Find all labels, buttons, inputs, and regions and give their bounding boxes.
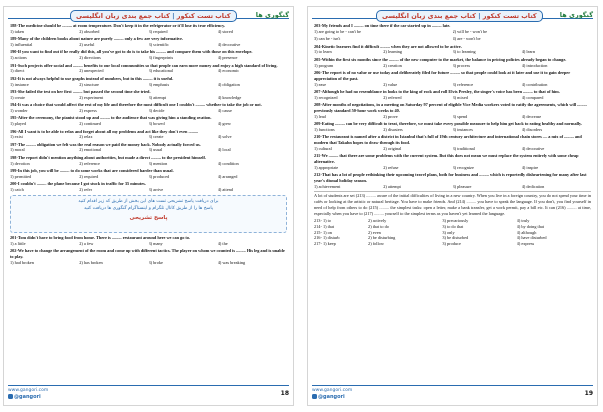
- answer-option[interactable]: 1) lead: [314, 113, 326, 119]
- answer-option[interactable]: 1) devotion: [10, 160, 30, 166]
- answer-option[interactable]: 3) required: [148, 28, 168, 34]
- answer-option[interactable]: 1) played: [10, 121, 27, 127]
- answer-option[interactable]: 4) knowledge: [217, 94, 242, 100]
- question-text: 188-The medicine should be ......... at room temperature. Don't keep it in the refrigerator or it'll lose its true efficiency.: [10, 23, 226, 28]
- answer-option[interactable]: 4) attend: [217, 187, 233, 193]
- cloze-option[interactable]: 214- 1) that: [314, 223, 335, 229]
- left-page: [3, 6, 294, 406]
- answer-option[interactable]: 3) can be - isn't: [314, 36, 341, 42]
- answer-option[interactable]: 1) permitted: [10, 173, 32, 179]
- answer-option[interactable]: 2) useful: [79, 41, 95, 47]
- question-text: 190-If you want to find out if he really did this, all you've got to do is to take his ......... and compare them with those on this envelope.: [10, 49, 253, 55]
- footer-handle[interactable]: [8, 394, 41, 400]
- answer-option[interactable]: 3) mixed: [452, 94, 468, 100]
- question-text: 205-Within the first six months since the ......... of the new computer to the market, the balance in pricing policies already began to change.: [314, 56, 567, 62]
- cloze-option[interactable]: 4) have disturbed: [516, 235, 547, 241]
- cloze-option[interactable]: 4) by doing that: [516, 223, 545, 229]
- answer-option[interactable]: 4) grew: [217, 121, 231, 127]
- answer-option[interactable]: 4) compared: [521, 94, 544, 100]
- answer-options: [314, 29, 591, 35]
- answer-option[interactable]: 4) disorders: [521, 126, 543, 132]
- question-text: 204-Kinetic learners find it difficult ......... when they are not allowed to be active.: [314, 43, 462, 49]
- instagram-icon: [8, 394, 13, 399]
- page-number: 18: [280, 390, 289, 397]
- answer-option[interactable]: 2) directions: [79, 55, 101, 61]
- answer-option[interactable]: 3) scientific: [148, 41, 169, 47]
- page-footer: [312, 385, 593, 402]
- answer-option[interactable]: 2) has broken: [79, 259, 103, 265]
- answer-option[interactable]: 2) a few: [79, 240, 94, 246]
- answer-option[interactable]: 4) solve: [217, 134, 232, 140]
- answer-option[interactable]: 3) pleasure: [452, 183, 472, 189]
- answer-option[interactable]: 1) program: [314, 62, 334, 68]
- answer-options: [10, 29, 287, 35]
- answer-option[interactable]: 1) moral: [10, 147, 25, 153]
- question-text: 202-We have to change the arrangement of the room and come up with different tactics. The player on whom we counted is ......... His leg and is unable to play.: [10, 248, 285, 259]
- answer-options: [10, 174, 287, 180]
- answer-option[interactable]: 1) recognized: [314, 94, 338, 100]
- answer-option[interactable]: 3) produced: [148, 173, 170, 179]
- answer-option[interactable]: 2) disasters: [383, 126, 403, 132]
- answer-options: [10, 68, 287, 74]
- cloze-option[interactable]: 2) be disturbing: [368, 235, 396, 241]
- answer-options: [10, 95, 287, 101]
- answer-option[interactable]: 2) required: [79, 173, 99, 179]
- cloze-options: [314, 241, 591, 247]
- question-text: 206-The report is of no value or use today and deliberately filed for future ......... so that people could look at it later and use it to gain deeper appreciation of the past.: [314, 69, 571, 81]
- answer-options: [10, 260, 287, 266]
- cloze-option[interactable]: 2) that to do: [368, 223, 389, 229]
- answer-option[interactable]: 1) had broken: [10, 259, 34, 265]
- answer-option[interactable]: 2) refuse: [383, 164, 399, 170]
- footer-handle[interactable]: [312, 394, 345, 400]
- answer-option[interactable]: 4) decorative: [217, 41, 241, 47]
- answer-options: [10, 161, 287, 167]
- answer-option[interactable]: 2) referred: [383, 94, 402, 100]
- header-title-right: کتاب تست کنکور: [176, 12, 231, 20]
- answer-option[interactable]: 3) create: [148, 134, 164, 140]
- answer-option[interactable]: 1) wonder: [10, 107, 28, 113]
- question-text: 209-Eating ......... can be very difficult to treat, therefore, we must take every possible measure to help him get back to eating healthy and normally.: [314, 121, 582, 127]
- answer-option[interactable]: 4) are - won't be: [452, 36, 481, 42]
- answer-option[interactable]: 1) exist: [10, 134, 23, 140]
- answer-options: [314, 165, 591, 171]
- answer-option[interactable]: 4) learn: [521, 49, 535, 55]
- header-title-right: کتاب تست کنکور: [482, 12, 537, 20]
- answer-option[interactable]: 1) catch: [10, 187, 24, 193]
- answer-option[interactable]: 3) attempt: [148, 94, 167, 100]
- answer-option[interactable]: 3) bowed: [148, 121, 165, 127]
- answer-option[interactable]: 2) continued: [79, 121, 101, 127]
- footer-website[interactable]: www.gangori.com: [312, 388, 353, 393]
- answer-option[interactable]: 1) create: [10, 94, 25, 100]
- answer-options: [314, 184, 591, 190]
- banner-title: پاسخ تشریحی: [129, 214, 168, 221]
- answer-option[interactable]: 4) obligation: [217, 81, 240, 87]
- answer-option[interactable]: 3) emphasis: [148, 81, 170, 87]
- answer-option[interactable]: 4) inspire: [521, 164, 539, 170]
- answer-option[interactable]: 3) traditional: [452, 145, 475, 151]
- question-text: 189-Many of the children books about nature are purely ......... only a few are very informative.: [10, 36, 184, 42]
- question-text: 210-The restaurant is named after a district in Istanbul that's full of 19th century architecture and international chain stores — a mix of ......... and modern that Takahn hopes to draw through its food.: [314, 134, 582, 146]
- question-text: 212-That has a lot of people rethinking their upcoming travel plans, both for business and ......... which is reportedly disheartening for many after last year's dismal holiday season.: [314, 172, 587, 184]
- question-text: 207-Although he had no resemblance in looks to the king of rock and roll Elvis Presley, the singer's voice has been ......... to that of him.: [314, 88, 560, 94]
- header-tag: گنگوری ها: [559, 11, 593, 19]
- question-text: 198-The report didn't mention anything about authorities, but made a direct ......... to the president himself.: [10, 154, 206, 160]
- header-title: [70, 10, 237, 22]
- answer-option[interactable]: 1) cultural: [314, 145, 332, 151]
- instagram-icon: [312, 394, 317, 399]
- answer-option[interactable]: 1) a little: [10, 240, 26, 246]
- cloze-option[interactable]: 3) produce: [442, 241, 461, 247]
- cloze-option[interactable]: 3) be disturbed: [442, 235, 469, 241]
- header-separator: |: [169, 12, 175, 20]
- answer-option[interactable]: 1) achievement: [314, 183, 341, 189]
- answer-option[interactable]: 4) decorative: [521, 145, 545, 151]
- right-page: [307, 6, 598, 406]
- answer-options: [10, 55, 287, 61]
- answer-options: [314, 36, 591, 42]
- answer-options: [314, 146, 591, 152]
- header-tag: گنگوری ها: [255, 11, 289, 19]
- answer-option[interactable]: 4) condition: [217, 160, 239, 166]
- right-content: [314, 23, 591, 383]
- answer-key-banner[interactable]: [10, 195, 287, 233]
- cloze-option[interactable]: 4) although: [516, 229, 537, 235]
- answer-option[interactable]: 3) reference: [452, 81, 474, 87]
- answer-option[interactable]: 2) experiment: [79, 94, 104, 100]
- answer-option[interactable]: 4) introduction: [521, 62, 548, 68]
- answer-option[interactable]: 4) dedication: [521, 183, 545, 189]
- answer-option[interactable]: 3) process: [452, 62, 471, 68]
- banner-line: برای دریافت پاسخ تشریحی تست های این بخش از طریق کد زیر اقدام کنید: [78, 198, 219, 204]
- divider: [314, 191, 591, 192]
- question-text: 199-In this job, you will be ......... to do some works that are considered harder than usual.: [10, 168, 174, 174]
- cloze-passage: A lot of students are set (213) ......... aware of the initial difficulties of living in a new country. When you live in a foreign country, you do not spend your time in cafés or looking at the artistic or natural heritage. You have to make friends. And (214) ......... you have to speak the language. If you don't, you find yourself in need of help from others to do (215) ......... the simplest tasks: open a letter, make a bank transfer, get a work permit, pay a bill etc. It can (216) ......... at time, especially when you have to (217) ......... yourself to the simplest terms as you haven't yet learned the language.: [314, 193, 591, 216]
- answer-option[interactable]: 4) was breaking: [217, 259, 246, 265]
- answer-option[interactable]: 4) contribution: [521, 81, 548, 87]
- answer-option[interactable]: 1) appropriate: [314, 164, 339, 170]
- cloze-option[interactable]: 213- 1) to: [314, 217, 331, 223]
- banner-line: پاسخ ها را از طریق کانال تلگرام و اینستاگرام گنگوری ها دریافت کنید: [83, 205, 214, 211]
- footer-website[interactable]: www.gangori.com: [8, 388, 49, 393]
- answer-options: [10, 187, 287, 193]
- answer-option[interactable]: 2) emotional: [79, 147, 102, 153]
- cloze-option[interactable]: 2) actively: [368, 217, 387, 223]
- left-content: [10, 23, 287, 383]
- header-title: [376, 10, 543, 22]
- answer-option[interactable]: 1) instance: [10, 81, 29, 87]
- answer-options: [314, 49, 591, 55]
- answer-options: [10, 147, 287, 153]
- question-text: 197-The ......... obligation we felt was the real reason we paid the money back. Nobody actually forced us.: [10, 141, 201, 147]
- cloze-option[interactable]: 217- 1) keep: [314, 241, 336, 247]
- cloze-option[interactable]: 3) precariously: [442, 217, 469, 223]
- header-separator: |: [475, 12, 481, 20]
- answer-option[interactable]: 2) learning: [383, 49, 402, 55]
- footer-handle-text: @gangori: [14, 394, 41, 400]
- answer-options: [314, 95, 591, 101]
- question-text: 201-Tom didn't have to bring food from home. There is ......... restaurant around here we can go to.: [10, 234, 191, 240]
- cloze-option[interactable]: 3) only: [442, 229, 455, 235]
- answer-option[interactable]: 1) taken: [10, 28, 24, 34]
- answer-option[interactable]: 1) influential: [10, 41, 33, 47]
- answer-option[interactable]: 3) to learning: [452, 49, 476, 55]
- answer-option[interactable]: 1) ease: [314, 81, 327, 87]
- page-number: 19: [584, 390, 593, 397]
- answer-option[interactable]: 2) creation: [383, 62, 402, 68]
- cloze-option[interactable]: 2) follow: [368, 241, 384, 247]
- answer-option[interactable]: 3) fingerprints: [148, 55, 174, 61]
- answer-options: [314, 127, 591, 133]
- page-header: [312, 10, 593, 22]
- question-text: 200-I couldn't ......... the plane because I got stuck in traffic for 35 minutes.: [10, 181, 146, 187]
- answer-options: [314, 114, 591, 120]
- cloze-option[interactable]: 2) even: [368, 229, 381, 235]
- answer-option[interactable]: 1) direct: [10, 68, 25, 74]
- answer-option[interactable]: 1) functions: [314, 126, 335, 132]
- answer-option[interactable]: 2) original: [383, 145, 402, 151]
- cloze-option[interactable]: 4) truly: [516, 217, 530, 223]
- answer-option[interactable]: 2) attempt: [383, 183, 401, 189]
- answer-option[interactable]: 3) instances: [452, 126, 473, 132]
- answer-option[interactable]: 3) decide: [148, 107, 165, 113]
- answer-option[interactable]: 4) local: [217, 147, 231, 153]
- footer-handle-text: @gangori: [318, 394, 345, 400]
- answer-options: [314, 63, 591, 69]
- header-title-left: کتاب جمع بندی زبان انگلیسی: [382, 12, 476, 20]
- question-text: 203-My friends and I ......... on time there if the car started up in ......... late.: [314, 23, 451, 28]
- answer-options: [10, 241, 287, 247]
- question-text: 208-After months of negotiations, in a meeting on Saturday 97 percent of eligible Vice Media workers voted to ratify the agreements, which will ......... previously standard 50-hour work weeks to 40.: [314, 102, 587, 113]
- answer-option[interactable]: 3) broke: [148, 259, 163, 265]
- question-text: 196-All I want is to be able to relax and forget about all my problems and act like they don't even .........: [10, 128, 199, 134]
- page-header: [8, 10, 289, 22]
- answer-option[interactable]: 3) usual: [148, 147, 163, 153]
- answer-option[interactable]: 1) actions: [10, 55, 27, 61]
- answer-option[interactable]: 2) prove: [383, 113, 398, 119]
- answer-option[interactable]: 2) reference: [79, 160, 100, 166]
- answer-option[interactable]: 4) stored: [217, 28, 233, 34]
- answer-option[interactable]: 3) spend: [452, 113, 468, 119]
- answer-option[interactable]: 2) unexpected: [79, 68, 104, 74]
- answer-options: [10, 82, 287, 88]
- answer-option[interactable]: 2) refer: [79, 187, 93, 193]
- answer-option[interactable]: 4) decrease: [521, 113, 542, 119]
- cloze-option[interactable]: 4) express: [516, 241, 535, 247]
- question-text: 193-She failed the test on her first ......... but passed the second time she tried.: [10, 88, 151, 94]
- header-title-left: کتاب جمع بندی زبان انگلیسی: [76, 12, 170, 20]
- question-text: 211-We ......... that there are some problems with the current system. But this does not mean we must replace the system entirely with some cheap alternative.: [314, 153, 579, 165]
- answer-option[interactable]: 2) relax: [79, 134, 93, 140]
- answer-options: [10, 42, 287, 48]
- answer-option[interactable]: 3) mention: [148, 160, 168, 166]
- answer-option[interactable]: 2) value: [383, 81, 398, 87]
- answer-option[interactable]: 2) will be - won't be: [452, 28, 488, 34]
- answer-option[interactable]: 4) arranged: [217, 173, 238, 179]
- page-footer: [8, 385, 289, 402]
- answer-option[interactable]: 4) cause: [217, 107, 232, 113]
- answer-options: [10, 134, 287, 140]
- answer-options: [10, 121, 287, 127]
- answer-option[interactable]: 2) absorbed: [79, 28, 100, 34]
- cloze-option[interactable]: 3) to do that: [442, 223, 464, 229]
- answer-option[interactable]: 3) educational: [148, 68, 173, 74]
- cloze-option[interactable]: 216- 1) disturb: [314, 235, 340, 241]
- answer-option[interactable]: 2) structure: [79, 81, 99, 87]
- answer-options: [314, 82, 591, 88]
- answer-option[interactable]: 1) to learn: [314, 49, 332, 55]
- cloze-option[interactable]: 215- 1) on: [314, 229, 332, 235]
- answer-option[interactable]: 3) arrive: [148, 187, 164, 193]
- answer-option[interactable]: 3) recognize: [452, 164, 474, 170]
- question-text: 195-After the ceremony, the pianist stood up and ......... to the audience that was giving him a standing ovation.: [10, 115, 212, 121]
- answer-option[interactable]: 1) are going to be - can't be: [314, 28, 361, 34]
- answer-option[interactable]: 4) economic: [217, 68, 240, 74]
- answer-option[interactable]: 4) the: [217, 240, 228, 246]
- question-text: 192-It is not always helpful to use graphs instead of numbers, but in this ......... it is useful.: [10, 75, 174, 81]
- answer-option[interactable]: 2) express: [79, 107, 97, 113]
- answer-option[interactable]: 3) many: [148, 240, 163, 246]
- answer-options: [10, 108, 287, 114]
- question-text: 194-It was a choice that would affect the rest of my life and therefore the most difficult one I couldn't ......... whether to take the job or not.: [10, 102, 262, 108]
- question-text: 191-Such projects offer social and ......... benefits to our local communities so that people can earn more money and enjoy a high standard of living.: [10, 62, 278, 68]
- answer-option[interactable]: 4) presence: [217, 55, 238, 61]
